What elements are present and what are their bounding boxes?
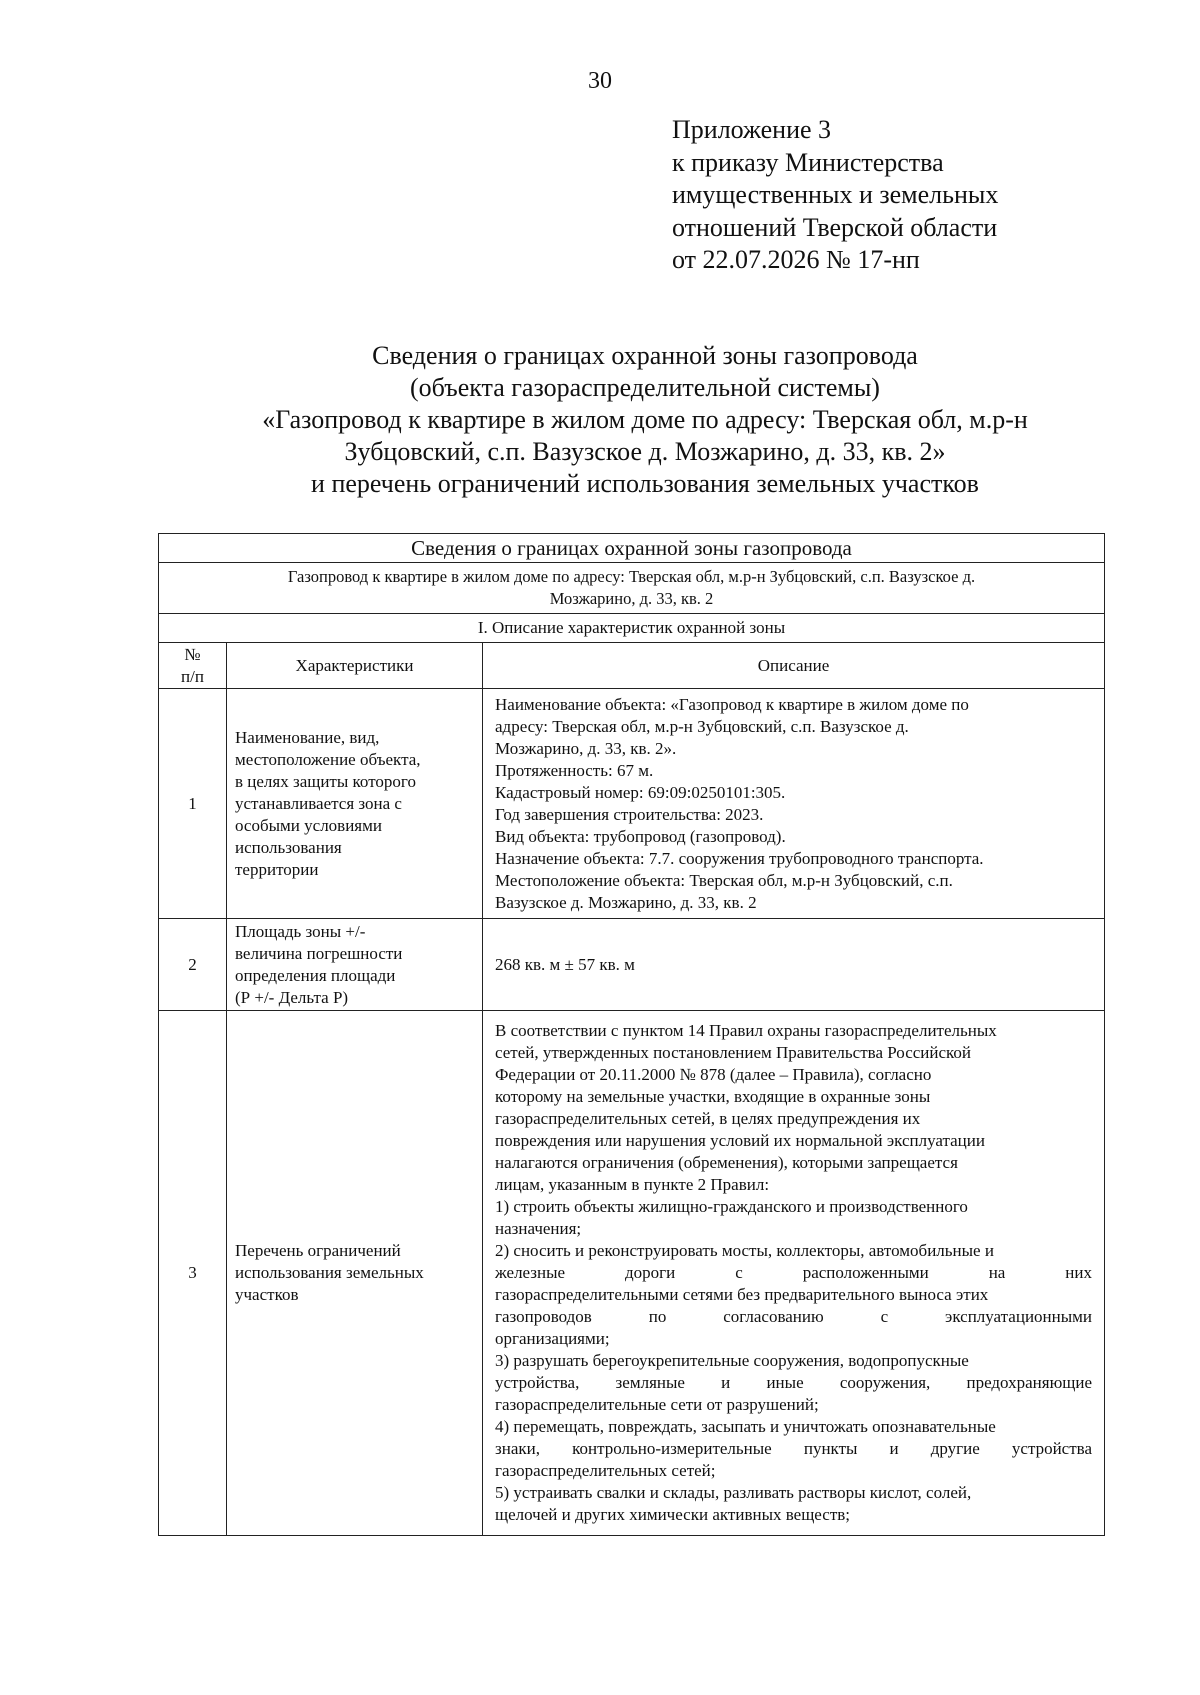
table-object-header: [159, 563, 1105, 614]
characteristic-line: (Р +/- Дельта Р): [235, 987, 349, 1007]
description-line: 2) сносить и реконструировать мосты, коллекторы, автомобильные и: [495, 1241, 994, 1260]
characteristic-line: использования: [235, 837, 342, 857]
description-line: лицам, указанным в пункте 2 Правил:: [495, 1175, 770, 1194]
column-header-num-line: п/п: [181, 666, 204, 686]
description-line: щелочей и других химически активных веществ;: [495, 1505, 850, 1524]
column-header-characteristics: Характеристики: [227, 643, 483, 689]
characteristic-line: Наименование, вид,: [235, 727, 380, 747]
description-line: адресу: Тверская обл, м.р-н Зубцовский, с.п. Вазузское д.: [495, 716, 909, 736]
title-line: Зубцовский, с.п. Вазузское д. Мозжарино, д. 33, кв. 2»: [344, 437, 946, 466]
description-line: газораспределительными сетями без предварительного выноса этих: [495, 1285, 989, 1304]
characteristic-line: определения площади: [235, 965, 396, 985]
row-number: 3: [159, 1011, 227, 1536]
description-line: Протяженность: 67 м.: [495, 760, 654, 780]
characteristic-line: в целях защиты которого: [235, 771, 416, 791]
document-title: [60, 340, 1200, 500]
appendix-line: от 22.07.2026 № 17-нп: [672, 245, 920, 274]
description-line: Год завершения строительства: 2023.: [495, 804, 764, 824]
description-line: Назначение объекта: 7.7. сооружения трубопроводного транспорта.: [495, 848, 984, 868]
object-header-line: Мозжарино, д. 33, кв. 2: [549, 589, 714, 608]
description-line: Федерации от 20.11.2000 № 878 (далее – Правила), согласно: [495, 1065, 932, 1084]
row-characteristic: [227, 919, 483, 1011]
appendix-line: к приказу Министерства: [672, 147, 944, 177]
characteristic-line: Перечень ограничений: [235, 1241, 401, 1260]
characteristic-line: участков: [235, 1285, 299, 1304]
object-header-line: Газопровод к квартире в жилом доме по адресу: Тверская обл, м.р-н Зубцовский, с.п. Вазузское д.: [287, 567, 976, 586]
description-line: назначения;: [495, 1219, 582, 1238]
characteristic-line: величина погрешности: [235, 943, 403, 963]
description-line: железные дороги с расположенными на них: [495, 1263, 1093, 1282]
description-line: которому на земельные участки, входящие в охранные зоны: [495, 1087, 931, 1106]
description-line: Вид объекта: трубопровод (газопровод).: [495, 826, 786, 846]
table-main-header: Сведения о границах охранной зоны газопровода: [159, 534, 1105, 563]
row-description: [483, 919, 1105, 1011]
characteristic-line: местоположение объекта,: [235, 749, 421, 769]
description-line: Наименование объекта: «Газопровод к квартире в жилом доме по: [495, 694, 969, 714]
title-line: и перечень ограничений использования земельных участков: [311, 469, 979, 498]
title-line: «Газопровод к квартире в жилом доме по адресу: Тверская обл, м.р-н: [262, 405, 1028, 434]
appendix-line: отношений Тверской области: [672, 212, 998, 242]
protection-zone-table: [158, 533, 1105, 1536]
description-line: газораспределительных сетей, в целях предупреждения их: [495, 1109, 921, 1128]
characteristic-line: устанавливается зона с: [235, 793, 402, 813]
description-line: 3) разрушать берегоукрепительные сооружения, водопропускные: [495, 1351, 969, 1370]
description-line: газопроводов по согласованию с эксплуатационными: [495, 1307, 1093, 1326]
appendix-line: Приложение 3: [672, 115, 832, 144]
row-number: 2: [159, 919, 227, 1011]
appendix-reference: [672, 114, 998, 277]
table-row: [159, 919, 1105, 1011]
description-line: В соответствии с пунктом 14 Правил охраны газораспределительных: [495, 1021, 997, 1040]
table-row: [159, 1011, 1105, 1536]
row-description: [483, 689, 1105, 919]
row-characteristic: [227, 689, 483, 919]
description-line: организациями;: [495, 1329, 610, 1348]
description-line: газораспределительных сетей;: [495, 1461, 716, 1480]
description-line: 5) устраивать свалки и склады, разливать растворы кислот, солей,: [495, 1483, 972, 1502]
description-line: Местоположение объекта: Тверская обл, м.р-н Зубцовский, с.п.: [495, 870, 953, 890]
characteristic-line: особыми условиями: [235, 815, 382, 835]
row-number: 1: [159, 689, 227, 919]
description-line: 268 кв. м ± 57 кв. м: [495, 954, 635, 974]
appendix-line: имущественных и земельных: [672, 180, 999, 209]
description-line: повреждения или нарушения условий их нормальной эксплуатации: [495, 1131, 985, 1150]
description-line: Мозжарино, д. 33, кв. 2».: [495, 738, 677, 758]
description-line: газораспределительные сети от разрушений;: [495, 1395, 819, 1414]
title-line: (объекта газораспределительной системы): [410, 373, 880, 402]
row-description: [483, 1011, 1105, 1536]
description-line: знаки, контрольно-измерительные пункты и другие устройства: [495, 1439, 1093, 1458]
characteristic-line: использования земельных: [235, 1263, 424, 1282]
characteristic-line: территории: [235, 859, 319, 879]
column-header-description: Описание: [483, 643, 1105, 689]
title-line: Сведения о границах охранной зоны газопровода: [372, 341, 918, 370]
description-line: налагаются ограничения (обременения), которыми запрещается: [495, 1153, 958, 1172]
description-line: сетей, утвержденных постановлением Правительства Российской: [495, 1043, 972, 1062]
row-characteristic: [227, 1011, 483, 1536]
description-line: 4) перемещать, повреждать, засыпать и уничтожать опознавательные: [495, 1417, 996, 1436]
characteristic-line: Площадь зоны +/-: [235, 921, 366, 941]
description-line: 1) строить объекты жилищно-гражданского и производственного: [495, 1197, 968, 1216]
section-header: I. Описание характеристик охранной зоны: [159, 614, 1105, 643]
description-line: Вазузское д. Мозжарино, д. 33, кв. 2: [495, 892, 757, 912]
column-header-num: [159, 643, 227, 689]
description-line: Кадастровый номер: 69:09:0250101:305.: [495, 782, 786, 802]
description-line: устройства, земляные и иные сооружения, предохраняющие: [495, 1373, 1093, 1392]
column-header-num-line: №: [184, 644, 201, 664]
page-number: 30: [588, 68, 612, 94]
table-row: [159, 689, 1105, 919]
